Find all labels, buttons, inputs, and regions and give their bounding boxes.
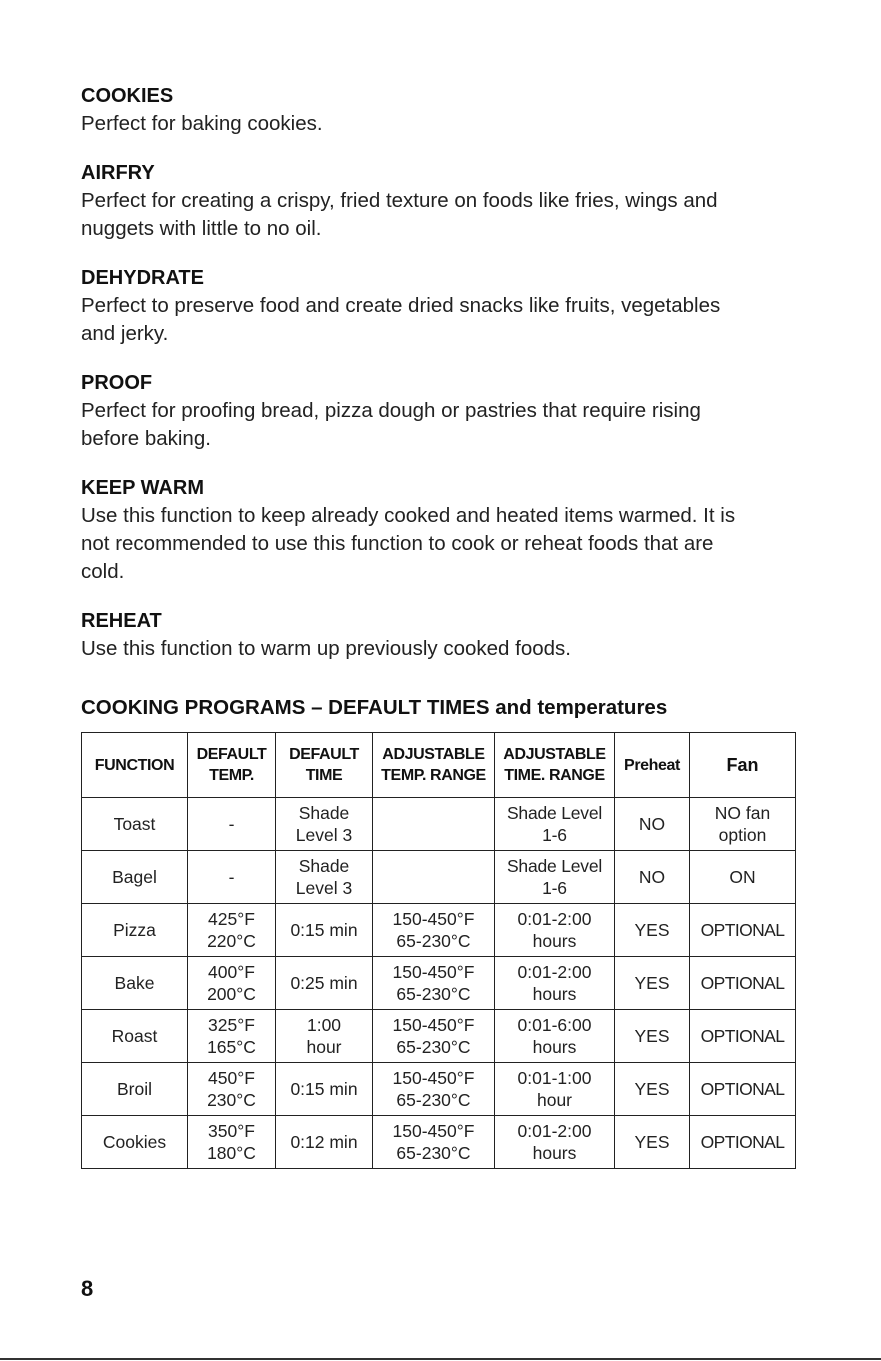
cell-line: hours	[532, 1143, 577, 1163]
cell-line: 150-450°F	[392, 1068, 475, 1088]
cell-default-time	[276, 851, 373, 904]
cell-line: 425°F	[208, 909, 255, 929]
cell-line: 0:25 min	[290, 973, 358, 993]
cell-fan	[690, 957, 796, 1010]
cell-preheat	[615, 798, 690, 851]
cooking-programs-table	[81, 732, 796, 1169]
section-text-line: nuggets with little to no oil.	[81, 217, 322, 240]
cell-fan	[690, 1116, 796, 1169]
cell-default-time	[276, 798, 373, 851]
cell-line: hour	[536, 1090, 573, 1110]
cell-adjustable-temp-range	[373, 851, 495, 904]
cell-preheat	[615, 1063, 690, 1116]
header-default-temp	[188, 733, 276, 798]
cell-preheat	[615, 1010, 690, 1063]
cell-line: Roast	[111, 1026, 158, 1046]
cell-default-temp	[188, 904, 276, 957]
cell-line: OPTIONAL	[700, 973, 785, 993]
cell-line: 65-230°C	[396, 1090, 471, 1110]
cell-line: YES	[634, 1132, 670, 1152]
header-function	[82, 733, 188, 798]
cell-line: NO fan	[714, 803, 771, 823]
section-text-line: and jerky.	[81, 322, 169, 345]
section-cookies	[81, 82, 801, 138]
header-line: FUNCTION	[94, 756, 175, 774]
cell-line: YES	[634, 1079, 670, 1099]
cell-line: 150-450°F	[392, 1121, 475, 1141]
cell-line: -	[228, 867, 235, 887]
header-line: DEFAULT	[289, 746, 359, 763]
cell-preheat	[615, 957, 690, 1010]
cell-line: OPTIONAL	[700, 920, 785, 940]
cell-adjustable-temp-range	[373, 957, 495, 1010]
cell-line: 200°C	[207, 984, 256, 1004]
cell-default-temp	[188, 798, 276, 851]
cell-line: hours	[532, 984, 577, 1004]
cell-line: Shade Level	[506, 856, 603, 876]
cell-line: Cookies	[102, 1132, 167, 1152]
cell-function	[82, 904, 188, 957]
section-text-line: Perfect to preserve food and create dried snacks like fruits, vegetables	[81, 294, 721, 317]
cell-line: hour	[306, 1037, 342, 1057]
cell-adjustable-time-range	[495, 1116, 615, 1169]
header-line: Fan	[726, 754, 759, 775]
cell-default-temp	[188, 851, 276, 904]
cell-fan	[690, 1063, 796, 1116]
cell-adjustable-time-range	[495, 1010, 615, 1063]
header-line: ADJUSTABLE	[503, 746, 606, 763]
cell-line: 65-230°C	[396, 984, 471, 1004]
section-text-line: Use this function to warm up previously cooked foods.	[81, 637, 571, 660]
table-row	[82, 851, 796, 904]
cell-line: 65-230°C	[396, 931, 471, 951]
header-line: TEMP. RANGE	[381, 767, 486, 784]
cell-line: 230°C	[207, 1090, 256, 1110]
cell-line: 150-450°F	[392, 909, 475, 929]
cell-adjustable-temp-range	[373, 1010, 495, 1063]
table-row	[82, 1063, 796, 1116]
cell-line: 0:15 min	[290, 1079, 358, 1099]
cell-function	[82, 957, 188, 1010]
section-heading: PROOF	[81, 372, 153, 394]
table-row	[82, 798, 796, 851]
cell-line: 0:12 min	[290, 1132, 358, 1152]
table-body	[82, 798, 796, 1169]
cell-line: 0:01-2:00	[517, 962, 592, 982]
cell-line: OPTIONAL	[700, 1132, 785, 1152]
cell-line: NO	[638, 867, 666, 887]
cell-adjustable-temp-range	[373, 798, 495, 851]
cell-default-temp	[188, 957, 276, 1010]
cell-line: OPTIONAL	[700, 1079, 785, 1099]
cell-default-time	[276, 957, 373, 1010]
cell-adjustable-temp-range	[373, 1116, 495, 1169]
cell-line: 220°C	[207, 931, 256, 951]
section-keep-warm	[81, 474, 801, 586]
cell-line: hours	[532, 1037, 577, 1057]
cell-default-time	[276, 1116, 373, 1169]
cell-function	[82, 1063, 188, 1116]
cell-line: 1-6	[542, 878, 567, 898]
cell-adjustable-time-range	[495, 904, 615, 957]
cell-line: hours	[532, 931, 577, 951]
table-title: COOKING PROGRAMS – DEFAULT TIMES and temperatures	[81, 696, 668, 719]
cell-line: Level 3	[295, 825, 353, 845]
section-text-line: Perfect for baking cookies.	[81, 112, 323, 135]
section-dehydrate	[81, 264, 801, 348]
table-header-row	[82, 733, 796, 798]
header-line: ADJUSTABLE	[382, 746, 485, 763]
table-row	[82, 1116, 796, 1169]
header-fan	[690, 733, 796, 798]
cell-line: Shade	[298, 803, 350, 823]
cell-line: 450°F	[208, 1068, 255, 1088]
section-proof	[81, 369, 801, 453]
section-heading: DEHYDRATE	[81, 267, 204, 289]
cell-line: Bake	[114, 973, 155, 993]
cell-default-temp	[188, 1010, 276, 1063]
cell-preheat	[615, 904, 690, 957]
header-adjustable-time-range	[495, 733, 615, 798]
cell-line: 350°F	[208, 1121, 255, 1141]
page-number: 8	[81, 1276, 94, 1301]
section-heading: AIRFRY	[81, 162, 155, 184]
header-preheat	[615, 733, 690, 798]
manual-page	[81, 82, 801, 1169]
cell-line: 165°C	[207, 1037, 256, 1057]
cell-line: 0:15 min	[290, 920, 358, 940]
header-line: TIME. RANGE	[504, 767, 605, 784]
cell-adjustable-time-range	[495, 798, 615, 851]
cell-line: Bagel	[112, 867, 157, 887]
bottom-rule	[0, 1358, 881, 1360]
table-row	[82, 957, 796, 1010]
cell-line: YES	[634, 1026, 670, 1046]
section-heading: REHEAT	[81, 610, 162, 632]
cell-default-time	[276, 1010, 373, 1063]
cell-preheat	[615, 1116, 690, 1169]
section-text-line: cold.	[81, 560, 125, 583]
header-line: DEFAULT	[196, 746, 267, 763]
cell-line: Level 3	[295, 878, 353, 898]
cell-preheat	[615, 851, 690, 904]
table-row	[82, 904, 796, 957]
cell-line: 0:01-1:00	[517, 1068, 592, 1088]
cell-line: 65-230°C	[396, 1143, 471, 1163]
cell-adjustable-temp-range	[373, 1063, 495, 1116]
section-airfry	[81, 159, 801, 243]
cell-line: 1:00	[306, 1015, 342, 1035]
cell-line: Broil	[116, 1079, 152, 1099]
header-default-time	[276, 733, 373, 798]
header-adjustable-temp-range	[373, 733, 495, 798]
cell-function	[82, 851, 188, 904]
cell-adjustable-time-range	[495, 851, 615, 904]
section-heading: KEEP WARM	[81, 477, 204, 499]
table-row	[82, 1010, 796, 1063]
cell-line: Shade	[298, 856, 350, 876]
cell-adjustable-time-range	[495, 1063, 615, 1116]
cell-default-time	[276, 904, 373, 957]
header-line: TEMP.	[209, 767, 254, 784]
section-text-line: Use this function to keep already cooked and heated items warmed. It is	[81, 504, 736, 527]
cell-line: NO	[638, 814, 666, 834]
cell-line: -	[228, 814, 235, 834]
section-text-line: Perfect for proofing bread, pizza dough or pastries that require rising	[81, 399, 701, 422]
cell-line: ON	[729, 867, 756, 887]
section-text-line: not recommended to use this function to cook or reheat foods that are	[81, 532, 714, 555]
section-reheat	[81, 607, 801, 663]
cell-fan	[690, 851, 796, 904]
cell-line: 0:01-6:00	[517, 1015, 592, 1035]
cell-line: 150-450°F	[392, 962, 475, 982]
cell-line: 1-6	[542, 825, 567, 845]
cell-line: 150-450°F	[392, 1015, 475, 1035]
cell-default-temp	[188, 1116, 276, 1169]
cell-line: Toast	[113, 814, 156, 834]
cell-adjustable-time-range	[495, 957, 615, 1010]
cell-function	[82, 798, 188, 851]
cell-default-temp	[188, 1063, 276, 1116]
cell-line: Shade Level	[506, 803, 603, 823]
cell-line: 180°C	[207, 1143, 256, 1163]
section-text-line: before baking.	[81, 427, 211, 450]
cell-fan	[690, 798, 796, 851]
cell-default-time	[276, 1063, 373, 1116]
header-line: TIME	[305, 767, 343, 784]
cell-line: 0:01-2:00	[517, 1121, 592, 1141]
section-heading: COOKIES	[81, 85, 174, 107]
cell-line: 0:01-2:00	[517, 909, 592, 929]
cell-line: OPTIONAL	[700, 1026, 785, 1046]
cell-line: 325°F	[208, 1015, 255, 1035]
cell-fan	[690, 1010, 796, 1063]
cell-line: YES	[634, 973, 670, 993]
cell-line: 65-230°C	[396, 1037, 471, 1057]
cell-fan	[690, 904, 796, 957]
cell-function	[82, 1010, 188, 1063]
cell-line: option	[718, 825, 767, 845]
cell-function	[82, 1116, 188, 1169]
cell-adjustable-temp-range	[373, 904, 495, 957]
cell-line: Pizza	[113, 920, 156, 940]
header-line: Preheat	[624, 756, 680, 774]
section-text-line: Perfect for creating a crispy, fried texture on foods like fries, wings and	[81, 189, 718, 212]
cell-line: 400°F	[208, 962, 255, 982]
cell-line: YES	[634, 920, 670, 940]
function-descriptions	[81, 82, 801, 663]
